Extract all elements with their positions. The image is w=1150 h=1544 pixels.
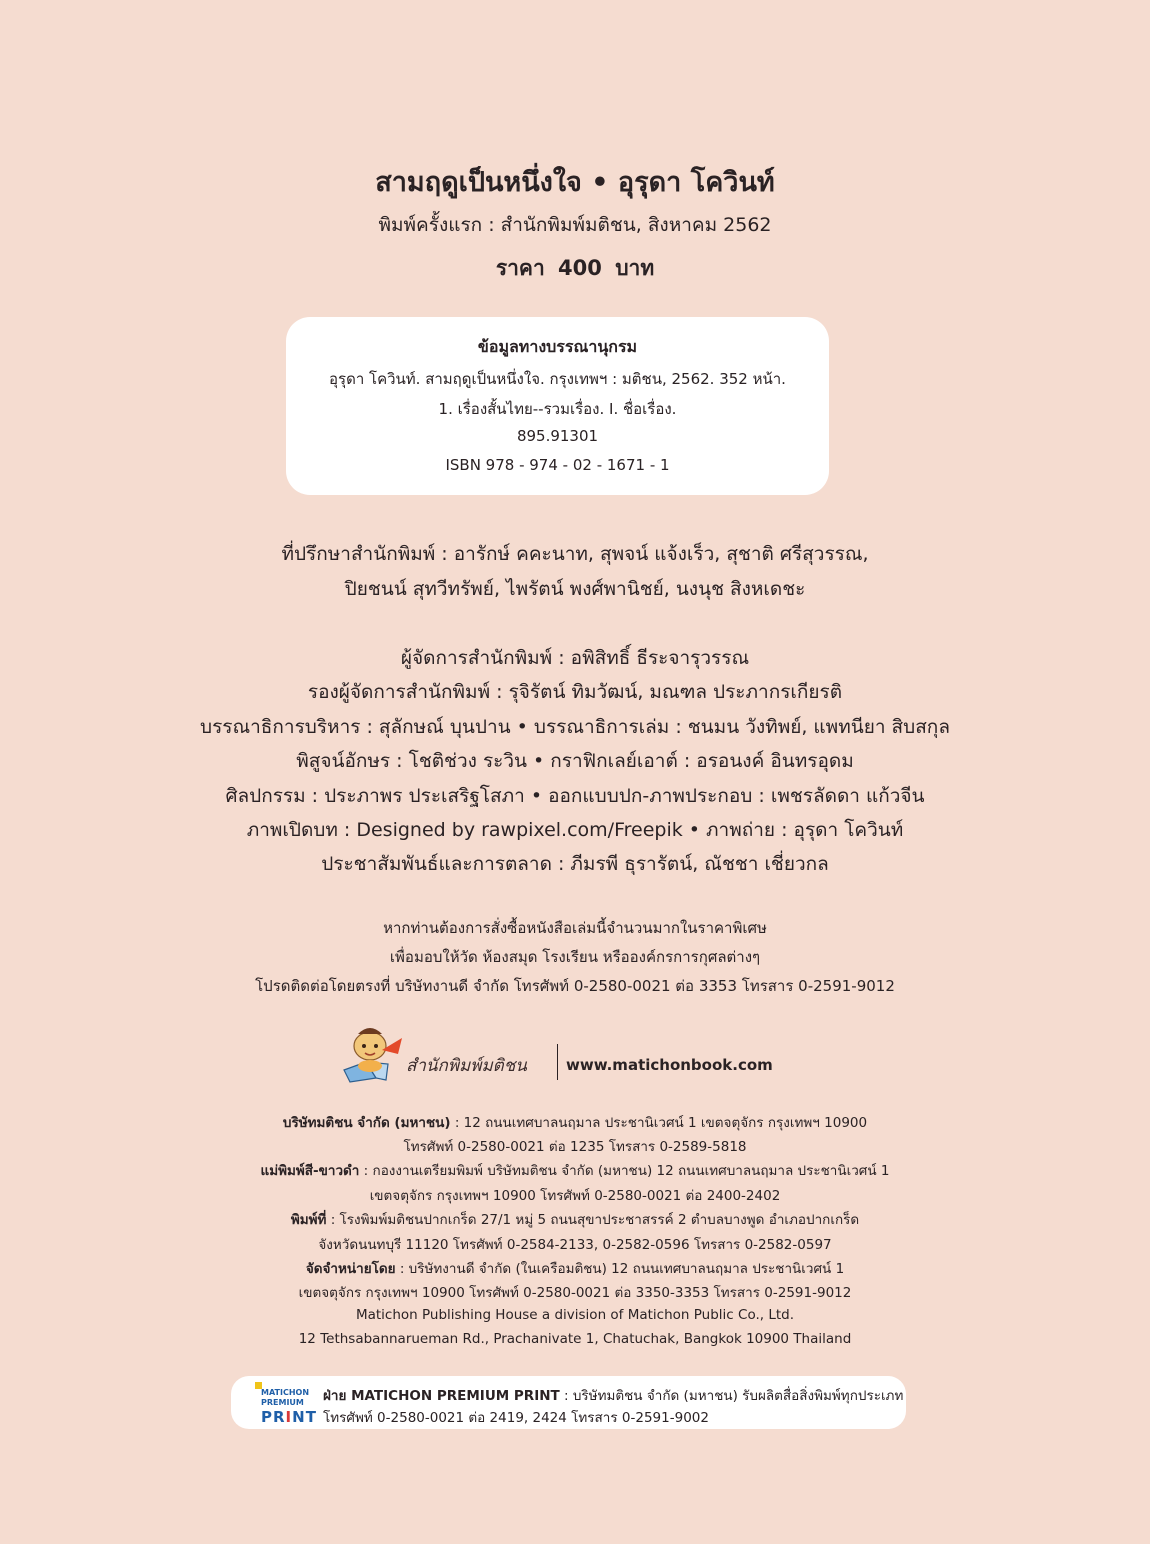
staff-line: ศิลปกรรม : ประภาพร ประเสริฐโสภา • ออกแบบปก-ภาพประกอบ : เพชรลัดดา แก้วจีน: [225, 785, 925, 807]
premium-print-contact: โทรศัพท์ 0-2580-0021 ต่อ 2419, 2424 โทรสาร 0-2591-9002: [323, 1410, 709, 1426]
cataloging-line: 895.91301: [516, 427, 599, 445]
premium-print-box: [231, 1376, 906, 1429]
staff-line: บรรณาธิการบริหาร : สุลักษณ์ บุนปาน • บรรณาธิการเล่ม : ชนมน วังทิพย์, แพทนียา สิบสกุล: [200, 716, 950, 738]
premium-print-line: ฝ่าย MATICHON PREMIUM PRINT : บริษัทมติชน จำกัด (มหาชน) รับผลิตสื่อสิ่งพิมพ์ทุกประเภท: [323, 1388, 904, 1404]
first-print-line: พิมพ์ครั้งแรก : สำนักพิมพ์มติชน, สิงหาคม 2562: [378, 214, 772, 236]
publisher-script-logo: สำนักพิมพ์มติชน: [406, 1056, 527, 1076]
cataloging-box: [286, 317, 829, 495]
website-link[interactable]: www.matichonbook.com: [566, 1056, 773, 1074]
advisors-line: ปิยชนน์ สุทวีทรัพย์, ไพรัตน์ พงศ์พานิชย์, นงนุช สิงหเดชะ: [344, 578, 806, 600]
book-title: สามฤดูเป็นหนึ่งใจ • อุรุดา โควินท์: [375, 167, 775, 198]
logo-divider: [557, 1044, 558, 1080]
logo-text: PRINT: [261, 1408, 317, 1426]
publisher-logo-row: [336, 1020, 776, 1090]
staff-line: ภาพเปิดบท : Designed by rawpixel.com/Freepik • ภาพถ่าย : อุรุดา โควินท์: [246, 819, 904, 841]
mascot-reading-icon: [336, 1020, 404, 1086]
staff-line: รองผู้จัดการสำนักพิมพ์ : รุจิรัตน์ ทิมวัฒน์, มณฑล ประภากรเกียรติ: [307, 681, 843, 703]
staff-line: พิสูจน์อักษร : โชติช่วง ระวิน • กราฟิกเลย์เอาต์ : อรอนงค์ อินทรอุดม: [296, 750, 854, 772]
imprint-line: แม่พิมพ์สี-ขาวดำ : กองงานเตรียมพิมพ์ บริษัทมติชน จำกัด (มหาชน) 12 ถนนเทศบาลนฤมาล ประชานิเวศน์ 1: [260, 1163, 890, 1179]
imprint-line: โทรศัพท์ 0-2580-0021 ต่อ 1235 โทรสาร 0-2589-5818: [403, 1139, 747, 1155]
imprint-line: พิมพ์ที่ : โรงพิมพ์มติชนปากเกร็ด 27/1 หมู่ 5 ถนนสุขาประชาสรรค์ 2 ตำบลบางพูด อำเภอปากเกร็ด: [290, 1212, 860, 1228]
imprint-line: เขตจตุจักร กรุงเทพฯ 10900 โทรศัพท์ 0-2580-0021 ต่อ 3350-3353 โทรสาร 0-2591-9012: [298, 1285, 852, 1301]
isbn-line: ISBN 978 - 974 - 02 - 1671 - 1: [445, 456, 670, 474]
staff-line: ผู้จัดการสำนักพิมพ์ : อพิสิทธิ์ ธีระจารุวรรณ: [400, 647, 750, 669]
advisors-line: ที่ปรึกษาสำนักพิมพ์ : อารักษ์ คคะนาท, สุพจน์ แจ้งเร็ว, สุชาติ ศรีสุวรรณ,: [281, 543, 869, 565]
imprint-line: จัดจำหน่ายโดย : บริษัทงานดี จำกัด (ในเครือมติชน) 12 ถนนเทศบาลนฤมาล ประชานิเวศน์ 1: [305, 1261, 845, 1277]
imprint-line: เขตจตุจักร กรุงเทพฯ 10900 โทรศัพท์ 0-2580-0021 ต่อ 2400-2402: [369, 1188, 781, 1204]
order-info-line: เพื่อมอบให้วัด ห้องสมุด โรงเรียน หรือองค์กรการกุศลต่างๆ: [389, 948, 761, 966]
order-info-line: โปรดติดต่อโดยตรงที่ บริษัทงานดี จำกัด โทรศัพท์ 0-2580-0021 ต่อ 3353 โทรสาร 0-2591-9012: [255, 977, 895, 995]
logo-text: MATICHON: [261, 1388, 310, 1397]
premium-print-logo: [255, 1382, 315, 1426]
imprint-line: 12 Tethsabannarueman Rd., Prachanivate 1, Chatuchak, Bangkok 10900 Thailand: [298, 1331, 852, 1347]
order-info-line: หากท่านต้องการสั่งซื้อหนังสือเล่มนี้จำนวนมากในราคาพิเศษ: [383, 919, 767, 937]
logo-text: PREMIUM: [261, 1398, 304, 1407]
cataloging-heading: ข้อมูลทางบรรณานุกรม: [477, 337, 638, 356]
price-line: ราคา 400 บาท: [495, 256, 655, 280]
imprint-line: จังหวัดนนทบุรี 11120 โทรศัพท์ 0-2584-2133, 0-2582-0596 โทรสาร 0-2582-0597: [318, 1237, 832, 1253]
staff-line: ประชาสัมพันธ์และการตลาด : ภีมรพี ธุรารัตน์, ณัชชา เชี่ยวกล: [321, 853, 829, 875]
cataloging-line: อุรุดา โควินท์. สามฤดูเป็นหนึ่งใจ. กรุงเทพฯ : มติชน, 2562. 352 หน้า.: [329, 370, 786, 388]
imprint-line: Matichon Publishing House a division of Matichon Public Co., Ltd.: [355, 1307, 795, 1323]
imprint-line: บริษัทมติชน จำกัด (มหาชน) : 12 ถนนเทศบาลนฤมาล ประชานิเวศน์ 1 เขตจตุจักร กรุงเทพฯ 10900: [282, 1115, 868, 1131]
cataloging-line: 1. เรื่องสั้นไทย--รวมเรื่อง. I. ชื่อเรื่อง.: [438, 400, 677, 418]
